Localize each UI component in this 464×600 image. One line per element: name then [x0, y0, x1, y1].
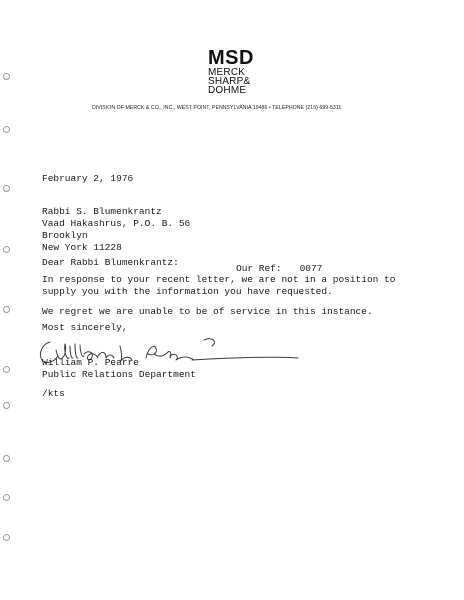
- logo-line-sharp: SHARP&: [208, 76, 251, 87]
- logo-line-merck: MERCK: [208, 67, 246, 78]
- our-ref-label: Our Ref:: [236, 263, 282, 274]
- punch-hole: [3, 455, 10, 462]
- typist-initials: /kts: [42, 388, 65, 399]
- punch-hole: [3, 185, 10, 192]
- punch-hole: [3, 534, 10, 541]
- letterhead: [0, 0, 464, 120]
- body-paragraph-1: [42, 274, 395, 298]
- punch-hole: [3, 494, 10, 501]
- punch-hole: [3, 306, 10, 313]
- company-logo: [208, 48, 270, 95]
- recipient-line: Brooklyn: [42, 230, 88, 241]
- paragraph-line: In response to your recent letter, we are not in a position to: [42, 274, 396, 285]
- signer-name: William P. Pearre: [42, 357, 139, 368]
- punch-hole: [3, 246, 10, 253]
- recipient-line: New York 11228: [42, 242, 122, 253]
- body-paragraph-2: We regret we are unable to be of service in this instance.: [42, 306, 373, 317]
- closing: Most sincerely,: [42, 322, 128, 333]
- paragraph-line: supply you with the information you have requested.: [42, 286, 333, 297]
- recipient-address: [42, 206, 190, 254]
- our-ref-value: 0077: [299, 263, 323, 274]
- recipient-line: Vaad Hakashrus, P.O. B. 56: [42, 218, 191, 229]
- division-address-line: DIVISION OF MERCK & CO., INC., WEST POINT, PENNSYLVANIA 19486 • TELEPHONE (215) 699-5311: [92, 105, 342, 111]
- logo-title: MSD: [208, 47, 254, 69]
- signer-department: Public Relations Department: [42, 369, 196, 380]
- punch-hole: [3, 366, 10, 373]
- punch-hole: [3, 402, 10, 409]
- letter-date: February 2, 1976: [42, 173, 134, 184]
- punch-hole: [3, 126, 10, 133]
- logo-line-dohme: DOHME: [208, 85, 247, 96]
- recipient-line: Rabbi S. Blumenkrantz: [42, 206, 162, 217]
- salutation: Dear Rabbi Blumenkrantz:: [42, 257, 179, 268]
